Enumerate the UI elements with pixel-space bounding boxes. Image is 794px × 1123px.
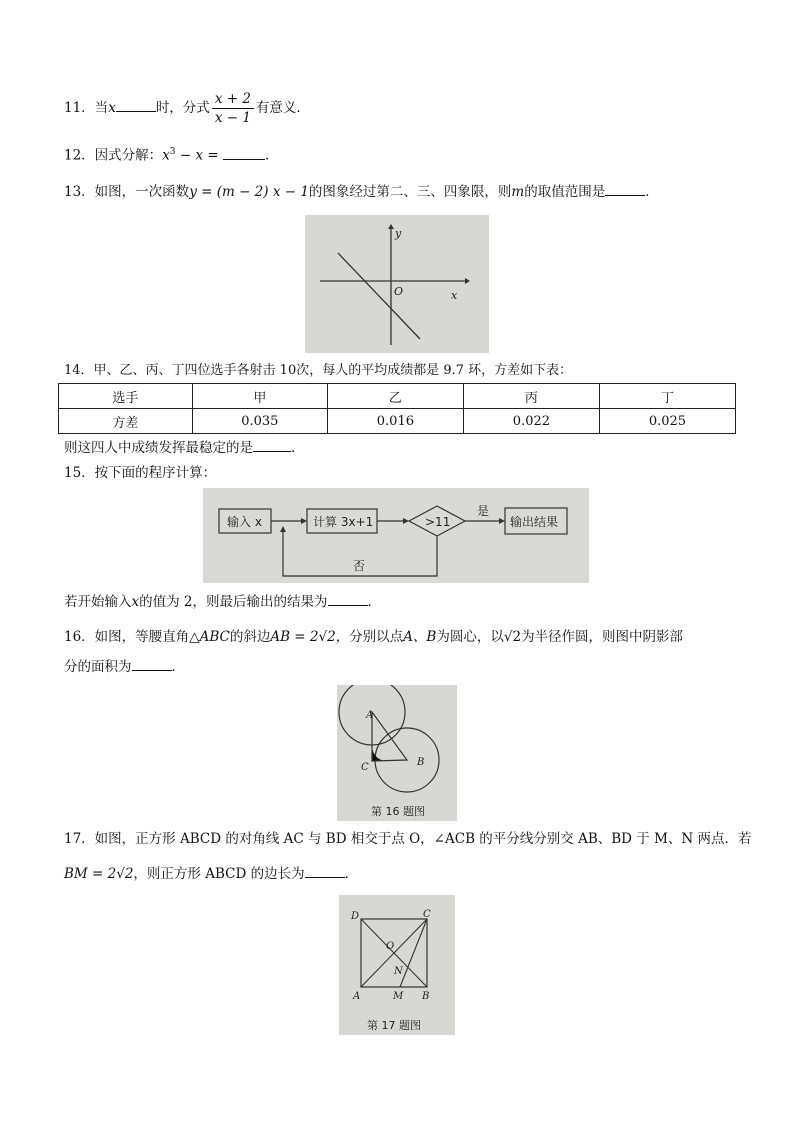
- table-cell: 0.016: [327, 409, 463, 434]
- question-11: [64, 88, 310, 128]
- q15-after-mid: 的值为 2，则最后输出的结果为: [139, 594, 328, 610]
- q13-var: m: [511, 184, 525, 200]
- x-axis-label: x: [451, 289, 458, 302]
- point-a-label: A: [366, 710, 374, 721]
- flow-calc-label: 计算 3x+1: [313, 515, 374, 529]
- q16-text-mid: 的斜边: [229, 629, 271, 645]
- point-o-label: O: [386, 941, 395, 952]
- q11-denominator: x − 1: [214, 110, 251, 126]
- flow-output-label: 输出结果: [510, 515, 559, 529]
- table-row: [59, 409, 736, 434]
- table-cell: 0.025: [599, 409, 735, 434]
- flow-no-label: 否: [353, 559, 366, 573]
- question-16-line-1: [64, 624, 683, 650]
- q17-answer-blank: [305, 865, 345, 878]
- point-b-label: B: [422, 991, 430, 1002]
- question-17-line-2: [64, 862, 358, 886]
- function-line: [338, 253, 420, 339]
- point-c-label: C: [423, 909, 431, 920]
- table-cell: 0.022: [463, 409, 599, 434]
- q16-answer-blank: [132, 658, 172, 671]
- table-header-cell: 选手: [59, 384, 193, 409]
- point-c-label: C: [361, 762, 369, 773]
- table-header-cell: 甲: [192, 384, 327, 409]
- point-m-label: M: [393, 991, 404, 1002]
- q17-caption: 第 17 题图: [367, 1019, 421, 1032]
- q14-text: 14．甲、乙、丙、丁四位选手各射击 10次，每人的平均成绩都是 9.7 环，方差如下表：: [64, 363, 573, 378]
- question-15: [64, 462, 216, 484]
- q13-graph-figure: [305, 215, 489, 353]
- q11-fraction: [212, 90, 254, 127]
- q14-after-end: ．: [291, 440, 305, 456]
- q14-after: [64, 437, 305, 459]
- question-13: [64, 180, 659, 204]
- q16-radius: √2: [503, 629, 522, 645]
- flow-arrow-head-icon: [499, 518, 505, 524]
- flow-arrow-head-icon: [301, 518, 307, 524]
- q17-bm-expr: BM = 2√2: [64, 866, 134, 882]
- q11-text-pre: 11．当: [64, 100, 109, 116]
- q16-diagram: [337, 685, 457, 821]
- q13-expr: y = (m − 2) x − 1: [189, 184, 309, 200]
- q15-answer-blank: [328, 593, 368, 606]
- q12-expr-base: x: [162, 147, 170, 164]
- point-b-label: B: [417, 757, 425, 768]
- q11-numerator: x + 2: [212, 90, 254, 109]
- table-header-cell: 乙: [327, 384, 463, 409]
- q11-var: x: [108, 100, 116, 116]
- q12-text-pre: 12．因式分解：: [64, 147, 163, 164]
- q14-answer-blank: [253, 439, 291, 452]
- point-d-label: D: [351, 911, 360, 922]
- q12-answer-blank: [223, 147, 265, 160]
- q17-diagram: [339, 895, 455, 1035]
- variance-table: [58, 383, 736, 434]
- question-17-line-1: [64, 827, 752, 851]
- q12-expr-exp: 3: [169, 147, 176, 157]
- q15-after: [64, 591, 381, 613]
- question-16-line-2: [64, 656, 185, 678]
- q16-triangle: △ABC: [189, 629, 230, 645]
- q16-text-mid2: ，分别以点: [335, 629, 404, 645]
- q12-text-post: ．: [264, 147, 279, 164]
- q16-line2-end: ．: [171, 659, 185, 675]
- q13-text-mid: 的图象经过第二、三、四象限，则: [308, 184, 512, 200]
- q15-text: 15．按下面的程序计算：: [64, 465, 217, 481]
- table-row: [59, 384, 736, 409]
- q16-text-mid3: 为圆心，以: [436, 629, 504, 645]
- x-axis-arrow-icon: [465, 278, 470, 284]
- q15-after-pre: 若开始输入: [64, 594, 132, 610]
- q15-after-end: ．: [367, 594, 382, 610]
- table-header-cell: 丁: [599, 384, 735, 409]
- flow-loop-arrow-icon: [280, 526, 286, 532]
- flow-decision-label: >11: [425, 515, 451, 529]
- flowchart: [203, 488, 589, 583]
- q15-after-var: x: [131, 594, 140, 610]
- table-cell: 方差: [59, 409, 193, 434]
- q17-line2-post: ，则正方形 ABCD 的边长为: [133, 866, 305, 882]
- y-axis-label: y: [395, 227, 402, 240]
- q17-line1-text: 17．如图，正方形 ABCD 的对角线 AC 与 BD 相交于点 O，∠ACB 的平分线分别交 AB、BD 于 M、N 两点．若: [64, 831, 752, 847]
- flow-input-label: 输入 x: [227, 515, 262, 529]
- point-a-label: A: [353, 991, 361, 1002]
- q16-ab-expr: AB = 2√2: [270, 629, 336, 645]
- q16-figure: [337, 685, 457, 821]
- angle-bisector-cm: [400, 919, 427, 987]
- q11-answer-blank: [116, 99, 156, 112]
- origin-label: O: [394, 285, 404, 298]
- y-axis-arrow-icon: [388, 224, 394, 229]
- point-n-label: N: [394, 966, 403, 977]
- q16-caption: 第 16 题图: [371, 805, 425, 818]
- q17-line2-end: ．: [344, 866, 359, 882]
- q16-line2-text: 分的面积为: [64, 659, 132, 675]
- q15-flowchart-figure: [203, 488, 589, 583]
- q14-after-text: 则这四人中成绩发挥最稳定的是: [64, 440, 253, 456]
- triangle-abc: [372, 712, 407, 761]
- q16-text-post: 为半径作圆，则图中阴影部: [521, 629, 684, 645]
- q13-graph: [305, 215, 489, 353]
- q11-text-post: 有意义．: [255, 100, 310, 116]
- table-cell: 0.035: [192, 409, 327, 434]
- q16-points: A、B: [403, 629, 437, 645]
- q13-text-post: 的取值范围是: [524, 184, 606, 200]
- q13-text-end: ．: [645, 184, 659, 200]
- q17-figure: [339, 895, 455, 1035]
- flow-yes-label: 是: [477, 504, 490, 518]
- q11-text-mid: 时，分式: [155, 100, 210, 116]
- question-12: [64, 141, 278, 163]
- q12-expr-rest: − x =: [175, 147, 223, 164]
- q13-answer-blank: [605, 183, 645, 196]
- q13-text-pre: 13．如图，一次函数: [64, 184, 190, 200]
- table-header-cell: 丙: [463, 384, 599, 409]
- q16-text-pre: 16．如图，等腰直角: [64, 629, 190, 645]
- question-14: [64, 361, 572, 381]
- shaded-region: [372, 746, 389, 761]
